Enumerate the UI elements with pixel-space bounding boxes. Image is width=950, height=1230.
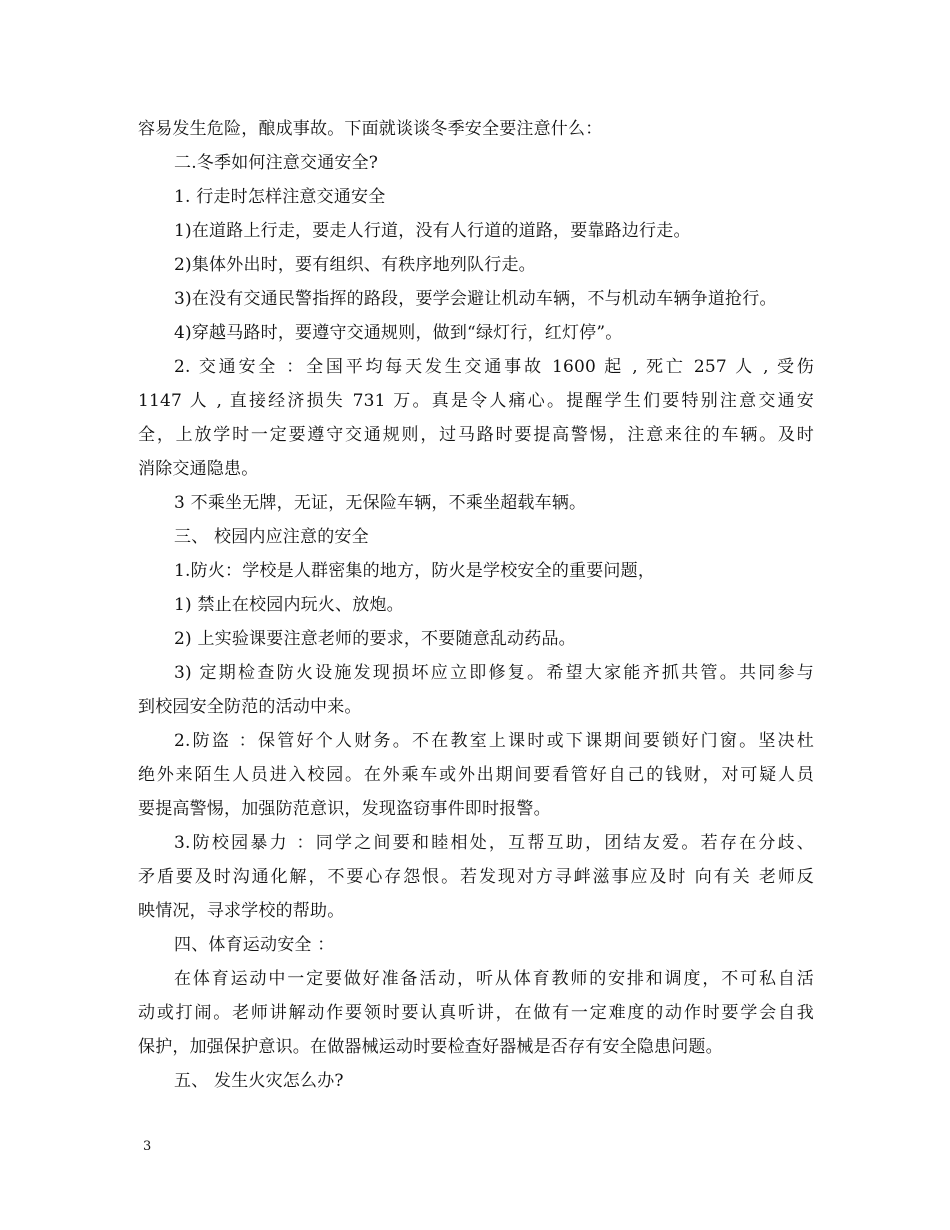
list-item: 2)集体外出时，要有组织、有秩序地列队行走。 — [174, 255, 536, 275]
paragraph-line: 矛盾要及时沟通化解，不要心存怨恨。若发现对方寻衅滋事应及时 向有关 老师反 — [138, 867, 814, 887]
paragraph-line: 要提高警惕，加强防范意识，发现盗窃事件即时报警。 — [138, 799, 551, 819]
list-item: 2) 上实验课要注意老师的要求，不要随意乱动药品。 — [174, 629, 576, 649]
section-heading: 二.冬季如何注意交通安全? — [174, 153, 379, 173]
page-number: 3 — [143, 1139, 152, 1154]
paragraph-line: 3.防校园暴力 ：同学之间要和睦相处，互帮互助，团结友爱。若存在分歧、 — [174, 833, 814, 853]
paragraph-line: 动或打闹。老师讲解动作要领时要认真听讲，在做有一定难度的动作时要学会自我 — [138, 1003, 814, 1023]
paragraph-line: 到校园安全防范的活动中来。 — [138, 697, 362, 717]
section-heading: 四、体育运动安全 ： — [174, 935, 335, 955]
paragraph-line: 2. 交通安全 ：全国平均每天发生交通事故 1600 起 , 死亡 257 人 , 受伤 — [174, 357, 814, 377]
subsection-heading: 1. 行走时怎样注意交通安全 — [174, 187, 386, 207]
paragraph-line: 保护，加强保护意识。在做器械运动时要检查好器械是否存有安全隐患问题。 — [138, 1037, 723, 1057]
paragraph-line: 1147 人 , 直接经济损失 731 万。真是令人痛心。提醒学生们要特别注意交通安 — [138, 391, 814, 411]
paragraph-line: 1.防火：学校是人群密集的地方，防火是学校安全的重要问题， — [174, 561, 656, 581]
paragraph-line: 映情况，寻求学校的帮助。 — [138, 901, 345, 921]
list-item: 1)在道路上行走，要走人行道，没有人行道的道路，要靠路边行走。 — [174, 221, 691, 241]
paragraph-line: 消除交通隐患。 — [138, 459, 259, 479]
list-item: 1) 禁止在校园内玩火、放炮。 — [174, 595, 404, 615]
section-heading: 五、 发生火灾怎么办? — [174, 1071, 344, 1091]
section-heading: 三、 校园内应注意的安全 — [174, 527, 369, 547]
paragraph-line: 绝外来陌生人员进入校园。在外乘车或外出期间要看管好自己的钱财，对可疑人员 — [138, 765, 814, 785]
list-item: 3) 定期检查防火设施发现损坏应立即修复。希望大家能齐抓共管。共同参与 — [174, 663, 814, 683]
list-item: 3)在没有交通民警指挥的路段，要学会避让机动车辆，不与机动车辆争道抢行。 — [174, 289, 777, 309]
paragraph-line: 全，上放学时一定要遵守交通规则，过马路时要提高警惕，注意来往的车辆。及时 — [138, 425, 814, 445]
paragraph-line: 3 不乘坐无牌，无证，无保险车辆，不乘坐超载车辆。 — [174, 493, 587, 513]
paragraph-line: 2.防盗 ：保管好个人财务。不在教室上课时或下课期间要锁好门窗。坚决杜 — [174, 731, 814, 751]
list-item: 4)穿越马路时，要遵守交通规则，做到“绿灯行，红灯停”。 — [174, 323, 623, 343]
text-line: 容易发生危险，酿成事故。下面就谈谈冬季安全要注意什么： — [138, 119, 603, 139]
paragraph-line: 在体育运动中一定要做好准备活动，听从体育教师的安排和调度，不可私自活 — [174, 969, 814, 989]
